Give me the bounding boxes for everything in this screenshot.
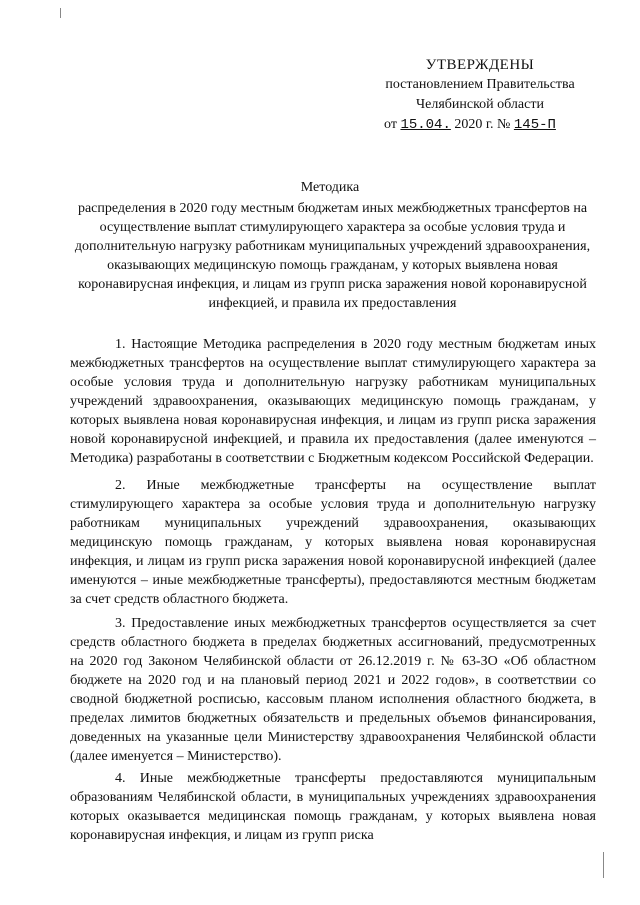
date-value: 15.04. — [400, 117, 451, 133]
paragraph-4: 4. Иные межбюджетные трансферты предоставляются муниципальным образованиям Челябинской области, в муниципальных учреждениях здравоохранения которых оказывается медицинская помощь гражданам, у которых выявлена новая коронавирусная инфекция, и лицам из групп риска — [70, 771, 596, 843]
date-prefix: от — [384, 117, 397, 132]
approval-block — [360, 55, 600, 135]
paragraph-1: 1. Настоящие Методика распределения в 2020 году местным бюджетам иных межбюджетных трансфертов на осуществление выплат стимулирующего характера за особые условия труда и дополнительную нагрузку работникам муниципальных учреждений здравоохранения, оказывающих медицинскую помощь гражданам, у которых выявлена новая коронавирусная инфекция, и лицам из групп риска заражения новой коронавирусной инфекцией, и правила их предоставления (далее именуются – Методика) разработаны в соответствии с Бюджетным кодексом Российской Федерации. — [70, 337, 596, 466]
approval-line-1: постановлением Правительства — [385, 77, 575, 92]
approval-date-line — [360, 115, 600, 135]
paragraph-2: 2. Иные межбюджетные трансферты на осуществление выплат стимулирующего характера за особые условия труда и дополнительную нагрузку работникам муниципальных учреждений здравоохранения, оказывающих медицинскую помощь гражданам, у которых выявлена новая коронавирусная инфекция, и лицам из групп риска заражения новой коронавирусной инфекцией (далее именуются – иные межбюджетные трансферты), предоставляются местным бюджетам за счет средств областного бюджета. — [70, 478, 596, 607]
approval-line-2: Челябинской области — [416, 97, 544, 112]
scan-edge-mark-bottom — [603, 852, 604, 878]
method-subtitle: распределения в 2020 году местным бюджетам иных межбюджетных трансфертов на осуществление выплат стимулирующего характера за особые условия труда и дополнительную нагрузку работникам муниципальных учреждений здравоохранения, оказывающих медицинскую помощь гражданам, у которых выявлена новая коронавирусная инфекция, и лицам из групп риска заражения новой коронавирусной инфекцией, и правила их предоставления — [74, 201, 591, 311]
paragraph-3: 3. Предоставление иных межбюджетных трансфертов осуществляется за счет средств областного бюджета в пределах бюджетных ассигнований, предусмотренных на 2020 год Законом Челябинской области от 26.12.2019 г. № 63-ЗО «Об областном бюджете на 2020 год и на плановый период 2021 и 2022 годов», в соответствии со сводной бюджетной росписью, кассовым планом исполнения областного бюджета, в пределах лимитов бюджетных обязательств и предельных объемов финансирования, доведенных на указанные цели Министерству здравоохранения Челябинской области (далее именуется – Министерство). — [70, 616, 596, 764]
method-title: Методика — [300, 180, 360, 195]
scan-edge-mark-top — [60, 8, 61, 18]
year-text: 2020 г. № — [454, 117, 511, 132]
document-number: 145-П — [513, 117, 556, 133]
approval-title: УТВЕРЖДЕНЫ — [425, 57, 535, 73]
